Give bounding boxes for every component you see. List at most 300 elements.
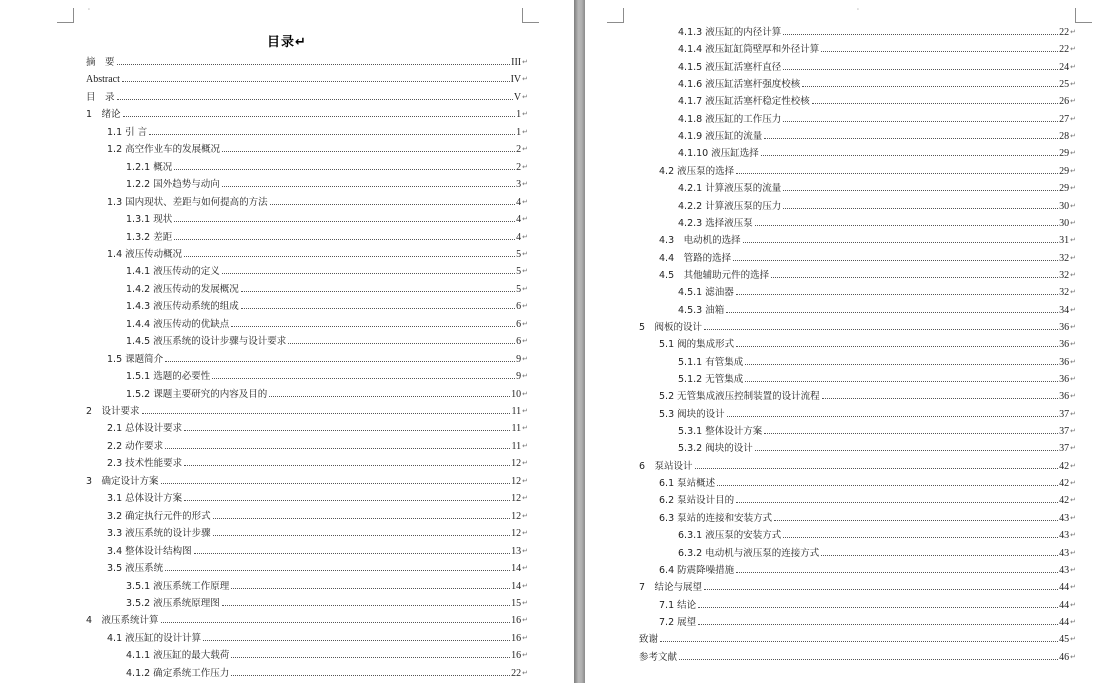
toc-entry[interactable] — [678, 528, 1076, 541]
toc-entry[interactable] — [126, 596, 528, 609]
paragraph-mark: ↵ — [522, 92, 528, 101]
paragraph-mark: ↵ — [522, 546, 528, 555]
toc-entry[interactable] — [659, 407, 1076, 420]
toc-dot-leader — [771, 277, 1058, 278]
paragraph-mark: ↵ — [1070, 184, 1076, 193]
toc-entry-page: 42 — [1059, 495, 1070, 507]
toc-entry[interactable] — [659, 389, 1076, 402]
toc-dot-leader — [184, 500, 510, 501]
toc-entry[interactable] — [678, 303, 1076, 316]
paragraph-mark: ↵ — [1070, 583, 1076, 592]
toc-dot-leader — [213, 535, 510, 536]
toc-entry-label: 4.2.2 计算液压泵的压力 — [678, 200, 782, 212]
toc-entry-label: 4.1.3 液压缸的内径计算 — [678, 27, 782, 38]
toc-entry-label: 5.1.2 无管集成 — [678, 374, 744, 385]
toc-entry-page: 44 — [1059, 582, 1070, 594]
toc-entry-label: 6.1 泵站概述 — [659, 478, 716, 490]
toc-entry-page: 32 — [1059, 252, 1070, 264]
toc-entry[interactable] — [126, 264, 528, 277]
paragraph-mark: ↵ — [1070, 45, 1076, 54]
toc-entry-label: 1.4.3 液压传动系统的组成 — [126, 301, 239, 313]
toc-dot-leader — [755, 225, 1058, 226]
toc-entry[interactable] — [678, 546, 1076, 559]
paragraph-mark: ↵ — [1070, 479, 1076, 488]
toc-entry[interactable] — [678, 181, 1076, 194]
toc-entry[interactable] — [126, 334, 528, 347]
toc-entry-label: 6.4 防震降噪措施 — [659, 564, 735, 576]
toc-dot-leader — [222, 605, 510, 606]
toc-dot-leader — [231, 657, 510, 658]
toc-entry-label: 摘 要 — [86, 57, 115, 68]
paragraph-mark: ↵ — [295, 35, 307, 50]
paragraph-mark: ↵ — [522, 459, 528, 468]
paragraph-mark: ↵ — [522, 215, 528, 224]
toc-entry-page: 4 — [516, 214, 522, 226]
toc-entry-page: 37 — [1059, 443, 1070, 455]
paragraph-mark: ˌ — [88, 3, 90, 11]
toc-dot-leader — [213, 518, 510, 519]
toc-entry-page: 5 — [516, 266, 522, 278]
toc-entry-label: 7 结论与展望 — [639, 582, 703, 594]
paragraph-mark: ↵ — [522, 58, 528, 66]
paragraph-mark: ↵ — [522, 180, 528, 189]
toc-entry-page: 43 — [1059, 512, 1070, 524]
toc-entry-label: 5.3.2 阀块的设计 — [678, 443, 753, 455]
toc-entry-label: 5 阀板的设计 — [639, 321, 703, 333]
paragraph-mark: ↵ — [522, 267, 528, 276]
toc-entry[interactable] — [107, 544, 528, 557]
toc-entry[interactable] — [126, 177, 528, 190]
document-page-right — [585, 0, 1100, 683]
toc-entry-label: 3.5.2 液压系统原理图 — [126, 597, 220, 609]
toc-entry-page: 1 — [516, 109, 522, 121]
paragraph-mark: ↵ — [1070, 218, 1076, 227]
toc-entry[interactable] — [107, 142, 528, 155]
toc-dot-leader — [764, 138, 1058, 139]
paragraph-mark: ↵ — [522, 564, 528, 573]
paragraph-mark: ↵ — [522, 668, 528, 677]
toc-entry-page: 27 — [1059, 113, 1070, 125]
toc-entry-page: 14 — [511, 563, 522, 575]
toc-dot-leader — [241, 308, 515, 309]
toc-entry[interactable] — [678, 355, 1076, 368]
toc-dot-leader — [222, 273, 515, 274]
toc-entry-label: 4.5 其他辅助元件的选择 — [659, 269, 770, 281]
toc-entry-page: 16 — [511, 632, 522, 644]
toc-dot-leader — [736, 173, 1058, 174]
toc-entry[interactable] — [86, 474, 528, 487]
toc-entry-page: 4 — [516, 196, 522, 208]
toc-entry-page: 36 — [1059, 374, 1070, 385]
toc-entry-label: 1.4.1 液压传动的定义 — [126, 266, 220, 278]
paragraph-mark: ↵ — [522, 337, 528, 346]
toc-entry-page: 44 — [1059, 599, 1070, 611]
toc-entry-label: 1.3.1 现状 — [126, 214, 173, 226]
toc-dot-leader — [270, 204, 515, 205]
toc-entry[interactable] — [86, 404, 528, 417]
toc-entry[interactable] — [678, 112, 1076, 125]
toc-entry-page: 44 — [1059, 616, 1070, 628]
toc-entry[interactable] — [678, 285, 1076, 298]
toc-entry[interactable] — [107, 195, 528, 208]
toc-dot-leader — [727, 416, 1058, 417]
paragraph-mark: ↵ — [522, 441, 528, 450]
crop-mark-top-left — [57, 8, 74, 23]
toc-entry-label: 4.1.5 液压缸活塞杆直径 — [678, 61, 782, 73]
paragraph-mark: ↵ — [1070, 236, 1076, 245]
toc-dot-leader — [733, 260, 1058, 261]
toc-entry-label: 2.1 总体设计要求 — [107, 423, 183, 435]
toc-entry-page: 1 — [516, 126, 522, 138]
toc-entry-page: 22 — [1059, 44, 1070, 56]
toc-entry[interactable] — [126, 579, 528, 592]
paragraph-mark: ↵ — [522, 529, 528, 538]
toc-dot-leader — [764, 433, 1058, 434]
toc-entry[interactable] — [107, 352, 528, 365]
toc-entry-page: 34 — [1059, 304, 1070, 316]
toc-entry-label: 4.1.10 液压缸选择 — [678, 148, 759, 160]
paragraph-mark: ↵ — [1070, 322, 1076, 331]
toc-dot-leader — [149, 134, 515, 135]
toc-entry-label: 1.1 引 言 — [107, 126, 148, 138]
toc-dot-leader — [745, 381, 1058, 382]
paragraph-mark: ↵ — [1070, 427, 1076, 436]
toc-entry-label: 4.5.1 滤油器 — [678, 287, 734, 299]
toc-entry-label: 4.1.8 液压缸的工作压力 — [678, 113, 782, 125]
paragraph-mark: ↵ — [1070, 513, 1076, 522]
toc-entry[interactable] — [107, 439, 528, 452]
toc-dot-leader — [783, 34, 1058, 35]
toc-entry-label: 3.5.1 液压系统工作原理 — [126, 580, 230, 592]
toc-entry[interactable] — [86, 55, 528, 68]
paragraph-mark: ↵ — [1070, 357, 1076, 366]
toc-dot-leader — [117, 64, 511, 65]
toc-entry-page: 4 — [516, 231, 522, 243]
toc-entry[interactable] — [126, 666, 528, 679]
toc-entry[interactable] — [126, 299, 528, 312]
toc-entry[interactable] — [659, 337, 1076, 350]
toc-entry-label: 3.3 液压系统的设计步骤 — [107, 528, 211, 540]
toc-entry[interactable] — [639, 320, 1076, 333]
toc-dot-leader — [165, 570, 510, 571]
toc-entry-label: 4.1.1 液压缸的最大载荷 — [126, 650, 230, 662]
toc-entry-label: 4.1.6 液压缸活塞杆强度校核 — [678, 79, 801, 91]
paragraph-mark: ↵ — [1070, 253, 1076, 262]
toc-entry-page: 31 — [1059, 235, 1070, 247]
toc-entry[interactable] — [659, 563, 1076, 576]
toc-dot-leader — [142, 413, 511, 414]
crop-mark-top-left — [607, 8, 624, 23]
toc-entry-label: 2.2 动作要求 — [107, 440, 164, 452]
paragraph-mark: ↵ — [522, 389, 528, 398]
toc-entry[interactable] — [678, 372, 1076, 385]
toc-dot-leader — [783, 190, 1058, 191]
paragraph-mark: ↵ — [522, 372, 528, 381]
toc-dot-leader — [736, 294, 1058, 295]
toc-entry-page: 15 — [511, 597, 522, 609]
toc-entry-label: 1.2.1 概况 — [126, 161, 173, 173]
toc-dot-leader — [231, 326, 515, 327]
paragraph-mark: ↵ — [1070, 392, 1076, 401]
toc-entry[interactable] — [107, 631, 528, 644]
toc-entry-page: 10 — [511, 388, 522, 400]
toc-entry[interactable] — [678, 129, 1076, 142]
toc-entry[interactable] — [126, 387, 528, 400]
toc-entry[interactable] — [678, 441, 1076, 454]
paragraph-mark: ↵ — [1070, 288, 1076, 297]
toc-entry[interactable] — [659, 268, 1076, 281]
toc-dot-leader — [161, 622, 511, 623]
toc-dot-leader — [717, 485, 1058, 486]
toc-entry-label: 5.3.1 整体设计方案 — [678, 426, 763, 438]
toc-entry[interactable] — [659, 476, 1076, 489]
toc-dot-leader — [203, 640, 510, 641]
crop-mark-top-right — [522, 8, 539, 23]
paragraph-mark: ↵ — [1070, 635, 1076, 644]
paragraph-mark: ↵ — [1070, 548, 1076, 557]
toc-entry[interactable] — [678, 42, 1076, 55]
paragraph-mark: ↵ — [1070, 149, 1076, 158]
toc-entry[interactable] — [107, 421, 528, 434]
toc-entry[interactable] — [659, 164, 1076, 177]
toc-entry-label: 参考文献 — [639, 651, 678, 663]
toc-dot-leader — [812, 103, 1058, 104]
toc-entry-label: 4.1.9 液压缸的流量 — [678, 131, 763, 143]
toc-entry[interactable] — [678, 216, 1076, 229]
toc-entry-label: 1.4.2 液压传动的发展概况 — [126, 283, 239, 295]
toc-entry-page: 11 — [511, 406, 522, 417]
toc-entry-page: 6 — [516, 336, 522, 348]
toc-entry-page: 42 — [1059, 460, 1070, 472]
toc-dot-leader — [184, 430, 510, 431]
toc-entry[interactable] — [659, 251, 1076, 264]
paragraph-mark: ↵ — [1070, 201, 1076, 210]
toc-entry-label: 5.2 无管集成液压控制装置的设计流程 — [659, 391, 820, 403]
toc-entry-label: 1.3 国内现状、差距与如何提高的方法 — [107, 196, 268, 208]
toc-entry[interactable] — [659, 615, 1076, 628]
paragraph-mark: ↵ — [522, 424, 528, 433]
toc-dot-leader — [123, 116, 516, 117]
toc-entry-label: 1.5 课题简介 — [107, 353, 164, 365]
toc-dot-leader — [194, 553, 510, 554]
toc-entry-label: 1.4.5 液压系统的设计步骤与设计要求 — [126, 336, 287, 348]
toc-entry[interactable] — [126, 317, 528, 330]
toc-entry[interactable] — [678, 77, 1076, 90]
paragraph-mark: ↵ — [1070, 132, 1076, 141]
toc-dot-leader — [736, 346, 1058, 347]
toc-entry-page: 26 — [1059, 96, 1070, 108]
toc-entry-label: 3.5 液压系统 — [107, 563, 164, 575]
toc-entry-page: 37 — [1059, 408, 1070, 420]
toc-entry-label: Abstract — [86, 74, 120, 86]
toc-dot-leader — [231, 675, 510, 676]
toc-entry-page: 12 — [511, 475, 522, 487]
toc-entry-label: 3.4 整体设计结构图 — [107, 545, 192, 557]
toc-entry-page: 12 — [511, 510, 522, 522]
toc-dot-leader — [288, 343, 515, 344]
toc-entry-page: 14 — [511, 580, 522, 592]
paragraph-mark: ↵ — [1070, 375, 1076, 383]
toc-entry-label: 1.4 液压传动概况 — [107, 248, 183, 260]
paragraph-mark: ↵ — [1070, 600, 1076, 609]
toc-title-text: 目录 — [267, 35, 296, 50]
toc-entry[interactable] — [107, 456, 528, 469]
toc-entry[interactable] — [107, 247, 528, 260]
crop-mark-top-right — [1075, 8, 1092, 23]
toc-entry-label: 4.1 液压缸的设计计算 — [107, 632, 202, 644]
toc-entry-page: 3 — [516, 179, 522, 191]
toc-entry-label: 4.2.3 选择液压泵 — [678, 217, 753, 229]
toc-entry[interactable] — [126, 230, 528, 243]
toc-entry[interactable] — [86, 107, 528, 120]
paragraph-mark: ↵ — [1070, 305, 1076, 314]
toc-dot-leader — [783, 537, 1058, 538]
toc-entry-page: 12 — [511, 458, 522, 470]
toc-entry[interactable] — [639, 632, 1076, 645]
toc-dot-leader — [117, 99, 513, 100]
toc-dot-leader — [122, 81, 510, 82]
toc-entry[interactable] — [126, 369, 528, 382]
toc-entry-page: 5 — [516, 248, 522, 260]
toc-entry[interactable] — [126, 282, 528, 295]
toc-entry-label: 5.1.1 有管集成 — [678, 356, 744, 368]
toc-entry-page: 45 — [1059, 634, 1070, 646]
paragraph-mark: ↵ — [522, 249, 528, 258]
toc-entry-label: 5.1 阀的集成形式 — [659, 339, 735, 351]
toc-entry[interactable] — [107, 509, 528, 522]
toc-dot-leader — [761, 155, 1058, 156]
toc-entry[interactable] — [86, 613, 528, 626]
toc-dot-leader — [184, 256, 515, 257]
toc-entry-label: 1.3.2 差距 — [126, 231, 173, 243]
paragraph-mark: ↵ — [522, 581, 528, 590]
toc-dot-leader — [783, 121, 1058, 122]
toc-entry[interactable] — [659, 598, 1076, 611]
toc-entry-page: 22 — [1059, 27, 1070, 38]
paragraph-mark: ↵ — [522, 494, 528, 503]
toc-entry-label: 4.1.2 确定系统工作压力 — [126, 667, 230, 679]
toc-entry-label: 2.3 技术性能要求 — [107, 458, 183, 470]
toc-entry-label: 5.3 阀块的设计 — [659, 408, 725, 420]
toc-entry[interactable] — [678, 199, 1076, 212]
toc-entry[interactable] — [678, 146, 1076, 159]
paragraph-mark: ↵ — [1070, 166, 1076, 175]
toc-entry-label: 7.1 结论 — [659, 599, 697, 611]
toc-entry[interactable] — [107, 526, 528, 539]
toc-entry-page: 36 — [1059, 321, 1070, 333]
toc-entry[interactable] — [86, 90, 528, 103]
toc-entry-page: 43 — [1059, 547, 1070, 559]
toc-entry[interactable] — [107, 561, 528, 574]
toc-entry-label: 3 确定设计方案 — [86, 475, 159, 487]
toc-entry-label: 1.4.4 液压传动的优缺点 — [126, 318, 230, 330]
toc-entry-page: 24 — [1059, 61, 1070, 73]
paragraph-mark: ↵ — [522, 232, 528, 241]
paragraph-mark: ↵ — [522, 616, 528, 625]
toc-entry-page: 43 — [1059, 530, 1070, 542]
toc-entry[interactable] — [107, 125, 528, 138]
toc-entry-page: 29 — [1059, 183, 1070, 195]
paragraph-mark: ↵ — [522, 127, 528, 136]
toc-entry-page: 29 — [1059, 165, 1070, 177]
toc-entry-page: 2 — [516, 161, 522, 173]
paragraph-mark: ↵ — [522, 407, 528, 415]
toc-entry-page: 5 — [516, 283, 522, 295]
paragraph-mark: ↵ — [522, 162, 528, 171]
toc-dot-leader — [783, 208, 1058, 209]
toc-dot-leader — [695, 468, 1059, 469]
toc-entry[interactable] — [639, 650, 1076, 663]
toc-dot-leader — [774, 520, 1058, 521]
toc-entry-page: IV — [510, 74, 522, 86]
toc-entry[interactable] — [678, 94, 1076, 107]
toc-dot-leader — [222, 151, 515, 152]
toc-dot-leader — [269, 396, 510, 397]
toc-entry[interactable] — [678, 424, 1076, 437]
toc-dot-leader — [726, 312, 1058, 313]
toc-entry[interactable] — [678, 60, 1076, 73]
toc-entry[interactable] — [678, 25, 1076, 38]
paragraph-mark: ↵ — [522, 511, 528, 520]
paragraph-mark: ↵ — [1070, 461, 1076, 470]
toc-entry-label: 1.5.1 选题的必要性 — [126, 371, 211, 383]
toc-entry-label: 6.3.2 电动机与液压泵的连接方式 — [678, 547, 820, 559]
toc-entry-page: 16 — [511, 615, 522, 627]
toc-entry-label: 目 录 — [86, 91, 115, 103]
toc-entry-page: 43 — [1059, 564, 1070, 576]
toc-dot-leader — [755, 450, 1058, 451]
toc-entry-label: 1.5.2 课题主要研究的内容及目的 — [126, 388, 268, 400]
toc-entry[interactable] — [659, 493, 1076, 506]
paragraph-mark: ↵ — [1070, 97, 1076, 106]
toc-entry-page: 36 — [1059, 356, 1070, 368]
toc-entry[interactable] — [86, 72, 528, 85]
toc-entry[interactable] — [126, 212, 528, 225]
toc-entry-label: 1.2 高空作业车的发展概况 — [107, 144, 221, 156]
toc-dot-leader — [174, 169, 515, 170]
paragraph-mark: ↵ — [522, 476, 528, 485]
toc-entry-label: 6.2 泵站设计目的 — [659, 495, 735, 507]
toc-entry-label: 1.2.2 国外趋势与动向 — [126, 179, 220, 191]
toc-entry[interactable] — [639, 459, 1076, 472]
toc-entry[interactable] — [107, 491, 528, 504]
toc-dot-leader — [165, 361, 515, 362]
toc-entry-label: 4 液压系统计算 — [86, 615, 159, 627]
paragraph-mark: ↵ — [1070, 340, 1076, 349]
toc-entry[interactable] — [126, 648, 528, 661]
paragraph-mark: ↵ — [522, 354, 528, 363]
toc-entry[interactable] — [659, 233, 1076, 246]
paragraph-mark: ↵ — [522, 284, 528, 293]
toc-entry-page: 28 — [1059, 131, 1070, 143]
toc-entry-label: 2 设计要求 — [86, 406, 140, 417]
toc-entry-page: 32 — [1059, 287, 1070, 299]
toc-entry[interactable] — [126, 160, 528, 173]
paragraph-mark: ↵ — [1070, 531, 1076, 540]
paragraph-mark: ↵ — [1070, 652, 1076, 661]
toc-entry-page: 12 — [511, 528, 522, 540]
toc-dot-leader — [212, 378, 515, 379]
toc-dot-leader — [736, 572, 1058, 573]
toc-dot-leader — [222, 186, 515, 187]
paragraph-mark: ↵ — [522, 110, 528, 119]
paragraph-mark: ↵ — [1070, 270, 1076, 279]
toc-entry-label: 4.1.7 液压缸活塞杆稳定性校核 — [678, 96, 810, 108]
toc-entry-page: 42 — [1059, 478, 1070, 490]
toc-entry[interactable] — [639, 580, 1076, 593]
toc-entry-page: 32 — [1059, 269, 1070, 281]
toc-entry[interactable] — [659, 511, 1076, 524]
